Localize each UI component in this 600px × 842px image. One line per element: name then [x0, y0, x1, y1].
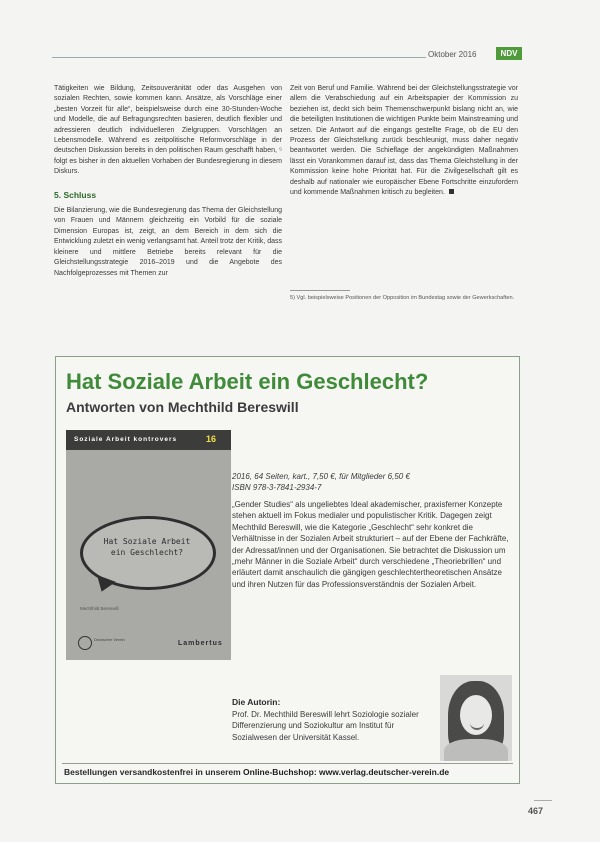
- issue-date: Oktober 2016: [428, 50, 477, 59]
- book-description: „Gender Studies“ als ungeliebtes Ideal akademischer, praxisferner Konzepte stehen aktuell im Fokus medialer und populistischer Kritik. Dagegen zeigt Mechthild Bereswill, wie die Kategorie „Geschlecht“ sehr konkret die Verhältnisse in der Sozialen Arbeit strukturiert – auf der Ebene der Fachkräfte, der Adressat/innen und der Organisationen. Sie betrachtet die Diskussion um „mehr Männer in die Soziale Arbeit“ durch verschiedene „Theoriebrillen“ und erläutert damit anschaulich die gängigen geschlechtertheoretischen Ansätze und ihren Nutzen für das Professionsverständnis der Sozialen Arbeit.: [232, 500, 509, 589]
- book-publisher: Lambertus: [178, 640, 223, 647]
- end-mark-icon: [449, 189, 454, 194]
- author-label: Die Autorin:: [232, 697, 281, 707]
- page-number-rule: [534, 800, 552, 801]
- author-bio: Prof. Dr. Mechthild Bereswill lehrt Soziologie sozialer Differenzierung und Soziokultur am Institut für Sozialwesen der Universität Kassel.: [232, 710, 419, 742]
- left-paragraph-2: Die Bilanzierung, wie die Bundesregierung das Thema der Gleichstellung von Frauen und Männern gleichzeitig ein Vorbild für die soziale Dimension Europas ist, zeigt, an dem Bereich in dem sich die Entwicklung zuletzt ein wenig verlangsamt hat. Anteil trotz der Kritik, dass kleinere und mittlere Betriebe bereits relevant für die Gleichstellungsstrategie 2016–2019 und die Angebote des Nachfolgeprozesses mit Themen zur: [54, 207, 282, 277]
- right-column: [290, 84, 518, 198]
- online-shop-link[interactable]: Online-Buchshop: www.verlag.deutscher-verein.de: [243, 767, 450, 777]
- right-paragraph-1: [290, 84, 518, 198]
- author-photo: [440, 675, 512, 761]
- order-line: [64, 767, 449, 777]
- footnote: 5) Vgl. beispielsweise Positionen der Opposition im Bundestag sowie der Gewerkschaften.: [290, 295, 515, 301]
- publisher-logo-text: Deutscher Verein: [94, 637, 125, 642]
- right-paragraph-text: Zeit von Beruf und Familie. Während bei der Gleichstellungsstrategie vor allem die Verabschiedung auf ein Arbeitspapier der Kommission zu beziehen ist, deckt sich beim Themenschwerpunkt bislang nicht an, wie die beteiligten Institutionen die wichtigen Punkte beim Mainstreaming und setzen. Die Antwort auf die eingangs gestellte Frage, ob die EU den Prozess der Gleichstellung zurück beschleunigt, muss daher negativ beantwortet werden. Die Schieflage der angekündigten Maßnahmen lässt ein Vorankommen darauf ist, dass das Thema Gleichstellung in der Kommission keine hohe Priorität hat. Für die Zivilgesellschaft gilt es deshalb auf nationaler wie europäischer Ebene Fortschritte einzufordern und kommende Maßnahmen kritisch zu begleiten.: [290, 85, 518, 197]
- left-column: [54, 84, 282, 279]
- book-price-line: 2016, 64 Seiten, kart., 7,50 €, für Mitglieder 6,50 €: [232, 472, 410, 481]
- book-meta: [232, 471, 514, 493]
- left-paragraph-1: Tätigkeiten wie Bildung, Zeitsouveränität oder das Ausgehen von sozialen Rechten, sowie kommen kann. Ansätze, als Vorschläge einer „besten Vorzeit für alle“, beispielsweise durch eine 30-Stunden-Woche und Modelle, die auf Befragungsrechten basieren, deutlich flexibler und adressieren deutlich individuelleren Zielgruppen. Vorschlägen an Lebensmodelle. Während es zeitpolitische Reformvorschläge in der deutschen Diskussion bereits in den politischen Raum geschafft haben, ⁵ folgt es bisher in den aktuellen Vorhaben der Bundesregierung in diesem Diskurs.: [54, 85, 282, 176]
- ad-title: Hat Soziale Arbeit ein Geschlecht?: [66, 369, 429, 394]
- ad-divider: [62, 763, 513, 764]
- book-cover-author: Mechthild Bereswill: [80, 606, 119, 611]
- book-isbn: ISBN 978-3-7841-2934-7: [232, 483, 322, 492]
- book-series: Soziale Arbeit kontrovers: [74, 436, 178, 443]
- book-advertisement: [55, 356, 520, 784]
- footnote-rule: [290, 290, 350, 291]
- bubble-line-2: ein Geschlecht?: [110, 548, 184, 557]
- journal-badge: NDV: [496, 47, 522, 60]
- ad-subtitle: Antworten von Mechthild Bereswill: [66, 399, 299, 415]
- publisher-logo-icon: [78, 636, 92, 650]
- photo-shoulder: [444, 739, 508, 761]
- book-number: 16: [206, 434, 217, 444]
- book-series-band: [66, 430, 231, 450]
- page-number: 467: [528, 806, 544, 816]
- section-heading: 5. Schluss: [54, 189, 97, 200]
- book-cover-title: [92, 536, 202, 558]
- bubble-line-1: Hat Soziale Arbeit: [103, 537, 191, 546]
- header-rule: [52, 57, 426, 58]
- order-prefix: Bestellungen versandkostenfrei in unserem: [64, 767, 244, 777]
- book-cover: [66, 430, 231, 660]
